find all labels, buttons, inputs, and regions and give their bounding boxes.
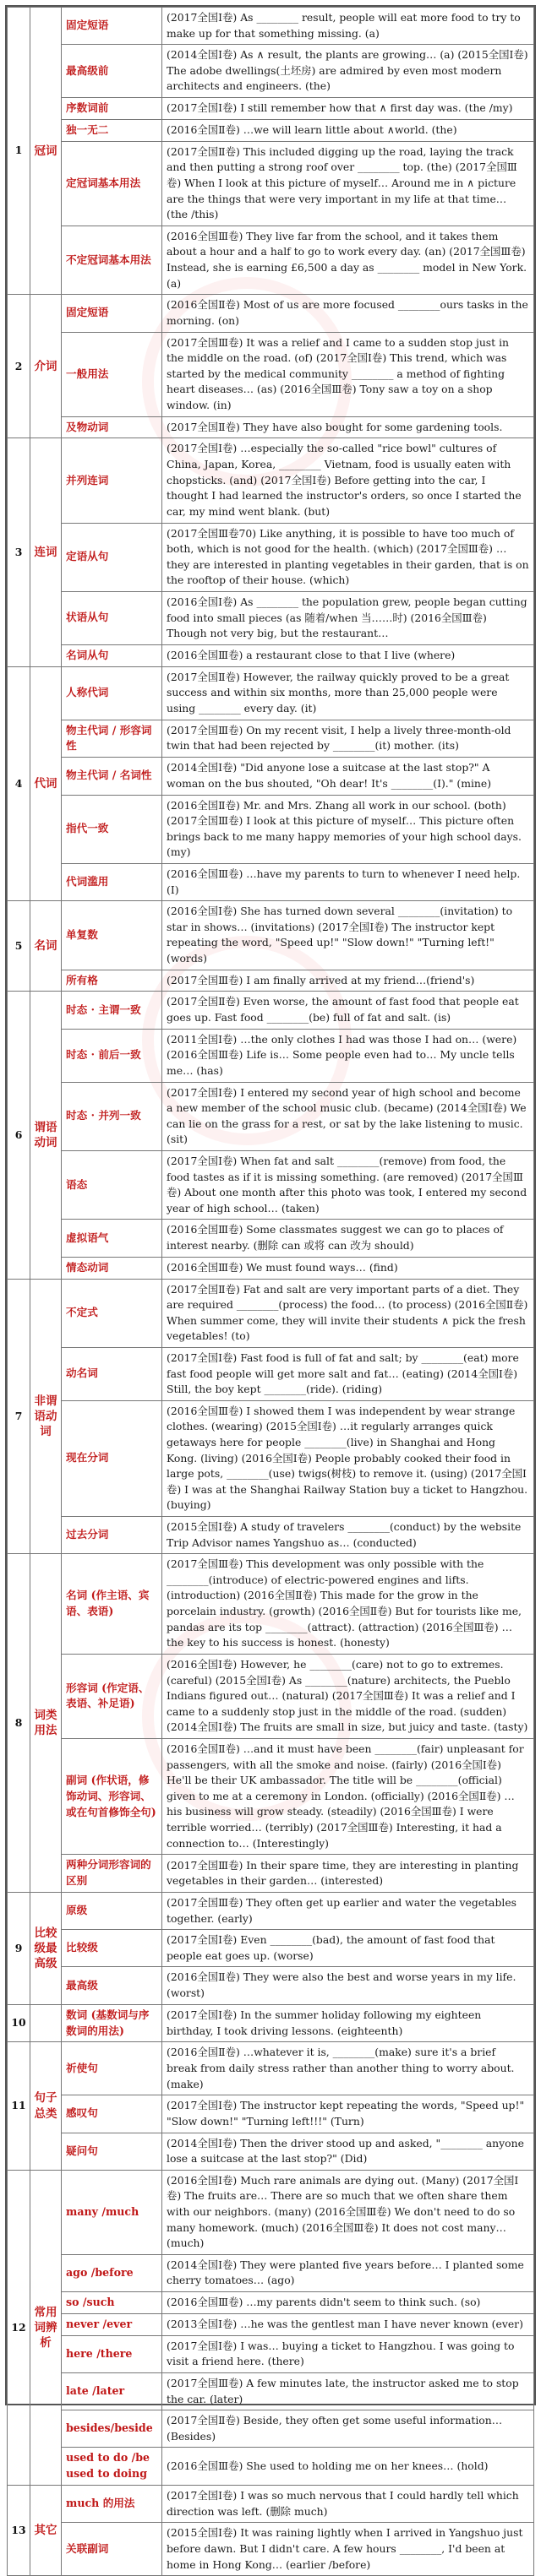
- category-label: 常用词辨析: [30, 2170, 62, 2485]
- example-sentence: (2017全国Ⅰ卷) The instructor kept repeating the words, "Speed up!" "Slow down!" "Turning left!!!" (Turn): [162, 2095, 534, 2133]
- subcategory-label: 感叹句: [62, 2095, 162, 2133]
- category-label: 其它: [30, 2486, 62, 2576]
- subcategory-label: 最高级: [62, 1967, 162, 2004]
- table-row: [8, 795, 534, 863]
- table-row: [8, 1738, 534, 1854]
- example-sentence: (2014全国Ⅰ卷) They were planted five years before… I planted some cherry tomatoes… (ago): [162, 2254, 534, 2291]
- table-row: [8, 1150, 534, 1219]
- category-label: [30, 2004, 62, 2042]
- example-sentence: (2016全国Ⅲ卷) …have my parents to turn to whenever I need help. (I): [162, 863, 534, 900]
- row-number: 5: [8, 901, 30, 992]
- example-sentence: (2017全国Ⅲ卷) They often get up earlier and water the vegetables together. (early): [162, 1893, 534, 1930]
- example-sentence: (2015全国Ⅰ卷) A study of travelers ________(conduct) by the website Trip Advisor names Yangshuo as… (conducted): [162, 1517, 534, 1554]
- example-sentence: (2017全国Ⅲ卷) In their spare time, they are interesting in planting vegetables in their garden… (interested): [162, 1855, 534, 1893]
- example-sentence: (2017全国Ⅰ卷) When fat and salt ________(remove) from food, the food tastes as if it is missing something. (are removed) (2017全国Ⅲ卷) About one month after this photo was took, I entered my second year of high school… (taken): [162, 1150, 534, 1219]
- table-row: [8, 1279, 534, 1347]
- example-sentence: (2017全国Ⅰ卷) I was so much nervous that I could hardly tell which direction was left. (删除 much): [162, 2486, 534, 2523]
- table-row: [8, 226, 534, 294]
- table-row: [8, 666, 534, 720]
- category-label: 连词: [30, 438, 62, 666]
- table-row: [8, 2042, 534, 2095]
- example-sentence: (2017全国Ⅰ卷) …especially the so-called "rice bowl" cultures of China, Japan, Korea, ________ Vietnam, food is usually eaten with chopsticks. (and) (2017全国Ⅰ卷) Before getting into the car, I thought I had learned the instructor's orders, so once I started the car, my mind went blank. (but): [162, 438, 534, 523]
- row-number: 1: [8, 8, 30, 295]
- row-number: 8: [8, 1554, 30, 1893]
- table-row: [8, 2372, 534, 2410]
- example-sentence: (2016全国Ⅲ卷) They live far from the school, and it takes them about a hour and a half to go to work every day. (an) (2017全国Ⅲ卷) Instead, she is earning £6,500 a day as ________ model in New York. (a): [162, 226, 534, 294]
- table-row: [8, 2170, 534, 2254]
- example-sentence: (2016全国Ⅲ卷) I showed them I was independent by wear strange clothes. (wearing) (2015全国Ⅰ卷) …it regularly arranges quick getaways here for people ________(live) in Shanghai and Hong Kong. (living) (2016全国Ⅰ卷) People probably cooked their food in large pots, ________(use) twigs(树枝) to remove it. (using) (2017全国Ⅰ卷) I was at the Shanghai Railway Station buy a ticket to Hangzhou. (buying): [162, 1400, 534, 1516]
- subcategory-label: never /ever: [62, 2313, 162, 2335]
- subcategory-label: 及物动词: [62, 416, 162, 438]
- table-row: [8, 2486, 534, 2523]
- subcategory-label: 名词 (作主语、宾语、表语): [62, 1554, 162, 1655]
- table-row: [8, 523, 534, 591]
- subcategory-label: 原级: [62, 1893, 162, 1930]
- table-row: [8, 98, 534, 120]
- table-row: [8, 2410, 534, 2448]
- table-row: [8, 720, 534, 758]
- subcategory-label: 序数词前: [62, 98, 162, 120]
- subcategory-label: 不定冠词基本用法: [62, 226, 162, 294]
- row-number: 12: [8, 2170, 30, 2485]
- table-row: [8, 1400, 534, 1516]
- table-row: [8, 295, 534, 332]
- table-row: [8, 1855, 534, 1893]
- example-sentence: (2016全国Ⅲ卷) Some classmates suggest we can go to places of interest nearby. (删除 can 或将 can 改为 should): [162, 1220, 534, 1257]
- table-row: [8, 1930, 534, 1967]
- row-number: 2: [8, 295, 30, 438]
- subcategory-label: besides/beside: [62, 2410, 162, 2448]
- subcategory-label: 关联副词: [62, 2523, 162, 2576]
- subcategory-label: 过去分词: [62, 1517, 162, 1554]
- subcategory-label: 一般用法: [62, 332, 162, 416]
- grammar-error-table-sheet: [5, 5, 536, 2571]
- example-sentence: (2016全国Ⅱ卷) …we will learn little about ∧world. (the): [162, 119, 534, 141]
- table-row: [8, 1517, 534, 1554]
- subcategory-label: 固定短语: [62, 8, 162, 45]
- table-row: [8, 1082, 534, 1150]
- category-label: 词类用法: [30, 1554, 62, 1893]
- example-sentence: (2014全国Ⅰ卷) "Did anyone lose a suitcase at the last stop?" A woman on the bus shouted, "Oh dear! It's ________(I)." (mine): [162, 758, 534, 795]
- table-row: [8, 45, 534, 98]
- table-row: [8, 8, 534, 45]
- table-row: [8, 141, 534, 226]
- subcategory-label: 定语从句: [62, 523, 162, 591]
- table-row: [8, 2095, 534, 2133]
- row-number: 6: [8, 992, 30, 1279]
- subcategory-label: 名词从句: [62, 644, 162, 666]
- example-sentence: (2011全国Ⅰ卷) …the only clothes I had was those I had on… (were) (2016全国Ⅲ卷) Life is… Some people even had to… My uncle tells me… (has): [162, 1029, 534, 1082]
- example-sentence: (2016全国Ⅲ卷) …my parents didn't seem to think such. (so): [162, 2291, 534, 2313]
- example-sentence: (2016全国Ⅰ卷) Much rare animals are dying out. (Many) (2017全国Ⅰ卷) The fruits are… There are so much that we often share them with our neighbors. (many) (2016全国Ⅲ卷) We don't need to do so many homework. (much) (2016全国Ⅲ卷) It does not cost many… (much): [162, 2170, 534, 2254]
- example-sentence: (2017全国Ⅲ卷70) Like anything, it is possible to have too much of both, which is not good for the health. (which) (2017全国Ⅲ卷) …they are interested in planting vegetables in their garden, that is on the rooftop of their house. (which): [162, 523, 534, 591]
- category-label: 名词: [30, 901, 62, 992]
- subcategory-label: 时态 · 前后一致: [62, 1029, 162, 1082]
- subcategory-label: 数词 (基数词与序数词的用法): [62, 2004, 162, 2042]
- example-sentence: (2017全国Ⅱ卷) Even worse, the amount of fast food that people eat goes up. Fast food ________(be) full of fat and salt. (is): [162, 992, 534, 1029]
- table-row: [8, 2133, 534, 2170]
- category-label: 比较级最高级: [30, 1893, 62, 2005]
- subcategory-label: so /such: [62, 2291, 162, 2313]
- category-label: 冠词: [30, 8, 62, 295]
- table-row: [8, 992, 534, 1029]
- table-row: [8, 332, 534, 416]
- table-row: [8, 2004, 534, 2042]
- subcategory-label: 语态: [62, 1150, 162, 1219]
- subcategory-label: 物主代词 / 形容词性: [62, 720, 162, 758]
- table-row: [8, 1967, 534, 2004]
- example-sentence: (2017全国Ⅰ卷) In the summer holiday following my eighteen birthday, I took driving lessons. (eighteenth): [162, 2004, 534, 2042]
- subcategory-label: 人称代词: [62, 666, 162, 720]
- example-sentence: (2017全国Ⅲ卷) A few minutes late, the instructor asked me to stop the car. (later): [162, 2372, 534, 2410]
- table-row: [8, 1220, 534, 1257]
- subcategory-label: 形容词 (作定语、表语、补足语): [62, 1654, 162, 1738]
- example-sentence: (2014全国Ⅰ卷) Then the driver stood up and asked, "________ anyone lose a suitcase at the last stop?" (Did): [162, 2133, 534, 2170]
- table-row: [8, 1554, 534, 1655]
- row-number: 7: [8, 1279, 30, 1554]
- row-number: 3: [8, 438, 30, 666]
- example-sentence: (2016全国Ⅲ卷) We must found ways… (find): [162, 1257, 534, 1279]
- example-sentence: (2017全国Ⅰ卷) Fast food is full of fat and salt; by ________(eat) more fast food people will get more salt and fat… (eating) (2014全国Ⅰ卷) Still, the boy kept ________(ride). (riding): [162, 1347, 534, 1400]
- subcategory-label: ago /before: [62, 2254, 162, 2291]
- table-row: [8, 2523, 534, 2576]
- table-row: [8, 591, 534, 644]
- subcategory-label: 单复数: [62, 901, 162, 970]
- table-row: [8, 1347, 534, 1400]
- example-sentence: (2017全国Ⅲ卷) I am finally arrived at my friend…(friend's): [162, 970, 534, 992]
- subcategory-label: 副词 (作状语，修饰动词、形容词、或在句首修饰全句): [62, 1738, 162, 1854]
- example-sentence: (2017全国Ⅲ卷) This development was only possible with the ________(introduce) of electric-powered engines and lifts. (introduction) (2016全国Ⅱ卷) This made for the grow in the porcelain industry. (growth) (2016全国Ⅱ卷) But for tourists like me, pandas are its top ________(attract). (attraction) (2016全国Ⅲ卷) …the key to his success is honest. (honesty): [162, 1554, 534, 1655]
- subcategory-label: much 的用法: [62, 2486, 162, 2523]
- subcategory-label: 动名词: [62, 1347, 162, 1400]
- subcategory-label: late /later: [62, 2372, 162, 2410]
- example-sentence: (2015全国Ⅰ卷) It was raining lightly when I arrived in Yangshuo just before dawn. But I didn't care. A few hours ________, I'd been at home in Hong Kong… (earlier /before): [162, 2523, 534, 2576]
- subcategory-label: 时态 · 主谓一致: [62, 992, 162, 1029]
- table-row: [8, 1029, 534, 1082]
- subcategory-label: 不定式: [62, 1279, 162, 1347]
- example-sentence: (2017全国Ⅰ卷) I entered my second year of high school and become a new member of the school music club. (became) (2014全国Ⅰ卷) We can lie on the grass for a rest, or sat by the lake listening to music. (sit): [162, 1082, 534, 1150]
- example-sentence: (2014全国Ⅰ卷) As ∧ result, the plants are growing… (a) (2015全国Ⅰ卷) The adobe dwellings(土坯房) are admired by even most modern architects and engineers. (the): [162, 45, 534, 98]
- example-sentence: (2016全国Ⅰ卷) However, he ________(care) not to go to extremes. (careful) (2015全国Ⅰ卷) As ________(nature) architects, the Pueblo Indians figured out… (natural) (2017全国Ⅲ卷) It was a relief and I came to a suddenly stop just in the middle of the road. (sudden) (2014全国Ⅰ卷) The fruits are small in size, but juicy and taste. (tasty): [162, 1654, 534, 1738]
- table-row: [8, 644, 534, 666]
- category-label: 代词: [30, 666, 62, 900]
- subcategory-label: 物主代词 / 名词性: [62, 758, 162, 795]
- example-sentence: (2017全国Ⅲ卷) On my recent visit, I help a lively three-month-old twin that had been rejected by ________(it) mother. (its): [162, 720, 534, 758]
- subcategory-label: 情态动词: [62, 1257, 162, 1279]
- subcategory-label: 固定短语: [62, 295, 162, 332]
- subcategory-label: 疑问句: [62, 2133, 162, 2170]
- category-label: 介词: [30, 295, 62, 438]
- table-row: [8, 438, 534, 523]
- table-row: [8, 1654, 534, 1738]
- row-number: 11: [8, 2042, 30, 2170]
- row-number: 4: [8, 666, 30, 900]
- example-sentence: (2017全国Ⅲ卷) It was a relief and I came to a sudden stop just in the middle on the road. (of) (2017全国Ⅰ卷) This trend, which was started by the medical community ________ a method of fighting heart diseases… (as) (2016全国Ⅲ卷) Tony saw a toy on a shop window. (in): [162, 332, 534, 416]
- subcategory-label: many /much: [62, 2170, 162, 2254]
- example-sentence: (2017全国Ⅰ卷) I still remember how that ∧ first day was. (the /my): [162, 98, 534, 120]
- table-row: [8, 1893, 534, 1930]
- subcategory-label: 指代一致: [62, 795, 162, 863]
- example-sentence: (2016全国Ⅱ卷) Most of us are more focused ________ours tasks in the morning. (on): [162, 295, 534, 332]
- subcategory-label: 并列连词: [62, 438, 162, 523]
- example-sentence: (2016全国Ⅲ卷) a restaurant close to that I live (where): [162, 644, 534, 666]
- subcategory-label: 比较级: [62, 1930, 162, 1967]
- subcategory-label: 两种分词形容词的区别: [62, 1855, 162, 1893]
- table-row: [8, 970, 534, 992]
- table-row: [8, 2254, 534, 2291]
- example-sentence: (2016全国Ⅱ卷) They were also the best and worse years in my life. (worst): [162, 1967, 534, 2004]
- row-number: 9: [8, 1893, 30, 2005]
- row-number: 10: [8, 2004, 30, 2042]
- table-row: [8, 863, 534, 900]
- example-sentence: (2016全国Ⅰ卷) She has turned down several ________(invitation) to star in shows… (invitations) (2017全国Ⅰ卷) The instructor kept repeating the word, "Speed up!" "Slow down!" "Turning left!" (words): [162, 901, 534, 970]
- example-sentence: (2016全国Ⅱ卷) …and it must have been ________(fair) unpleasant for passengers, with all the smoke and noise. (fairly) (2016全国Ⅰ卷) He'll be their UK ambassador. The title will be ________(official) given to me at a ceremony in London. (officially) (2016全国Ⅱ卷) …his business will grow steady. (steadily) (2016全国Ⅲ卷) I were terrible worried… (terribly) (2017全国Ⅲ卷) Interesting, it had a connection to… (Interestingly): [162, 1738, 534, 1854]
- subcategory-label: 定冠词基本用法: [62, 141, 162, 226]
- subcategory-label: used to do /be used to doing: [62, 2448, 162, 2486]
- example-sentence: (2016全国Ⅱ卷) …whatever it is, ________(make) sure it's a brief break from daily stress rather than another thing to worry about. (make): [162, 2042, 534, 2095]
- table-row: [8, 758, 534, 795]
- table-row: [8, 901, 534, 970]
- example-sentence: (2017全国Ⅰ卷) As ________ result, people will eat more food to try to make up for that something missing. (a): [162, 8, 534, 45]
- example-sentence: (2017全国Ⅰ卷) Even ________(bad), the amount of fast food that people eat goes up. (worse): [162, 1930, 534, 1967]
- table-row: [8, 2448, 534, 2486]
- example-sentence: (2016全国Ⅲ卷) She used to holding me on her knees… (hold): [162, 2448, 534, 2486]
- example-sentence: (2017全国Ⅰ卷) I was… buying a ticket to Hangzhou. I was going to visit a friend here. (there): [162, 2335, 534, 2372]
- subcategory-label: 时态 · 并列一致: [62, 1082, 162, 1150]
- category-label: 句子总类: [30, 2042, 62, 2170]
- table-row: [8, 1257, 534, 1279]
- category-label: 非谓语动词: [30, 1279, 62, 1554]
- table-row: [8, 2313, 534, 2335]
- subcategory-label: here /there: [62, 2335, 162, 2372]
- table-row: [8, 416, 534, 438]
- example-sentence: (2017全国Ⅱ卷) Beside, they often get some useful information… (Besides): [162, 2410, 534, 2448]
- table-row: [8, 2291, 534, 2313]
- subcategory-label: 虚拟语气: [62, 1220, 162, 1257]
- example-sentence: (2017全国Ⅱ卷) However, the railway quickly proved to be a great success and within six months, more than 25,000 people were using ________ every day. (it): [162, 666, 534, 720]
- subcategory-label: 所有格: [62, 970, 162, 992]
- subcategory-label: 状语从句: [62, 591, 162, 644]
- subcategory-label: 现在分词: [62, 1400, 162, 1516]
- example-sentence: (2016全国Ⅱ卷) Mr. and Mrs. Zhang all work in our school. (both) (2017全国Ⅲ卷) I look at this picture of myself… This picture often brings back to me many happy memories of your high school days. (my): [162, 795, 534, 863]
- example-sentence: (2016全国Ⅰ卷) As ________ the population grew, people began cutting food into small pieces (as 随着/when 当……时) (2016全国Ⅲ卷) Though not very big, but the restaurant…: [162, 591, 534, 644]
- category-label: 谓语动词: [30, 992, 62, 1279]
- example-sentence: (2017全国Ⅱ卷) This included digging up the road, laying the track and then putting a strong roof over ________ top. (the) (2017全国Ⅲ卷) When I look at this picture of myself… Around me in ∧ picture are the things that were very important in my life at that time… (the /this): [162, 141, 534, 226]
- grammar-table: [7, 7, 534, 2576]
- subcategory-label: 祈使句: [62, 2042, 162, 2095]
- example-sentence: (2017全国Ⅱ卷) Fat and salt are very important parts of a diet. They are required ________(process) the food… (to process) (2016全国Ⅱ卷) When summer come, they will invite their students ∧ pick the fresh vegetables! (to): [162, 1279, 534, 1347]
- table-row: [8, 2335, 534, 2372]
- example-sentence: (2013全国Ⅰ卷) …he was the gentlest man I have never known (ever): [162, 2313, 534, 2335]
- subcategory-label: 独一无二: [62, 119, 162, 141]
- example-sentence: (2017全国Ⅱ卷) They have also bought for some gardening tools.: [162, 416, 534, 438]
- row-number: 13: [8, 2486, 30, 2576]
- subcategory-label: 最高级前: [62, 45, 162, 98]
- subcategory-label: 代词滥用: [62, 863, 162, 900]
- table-row: [8, 119, 534, 141]
